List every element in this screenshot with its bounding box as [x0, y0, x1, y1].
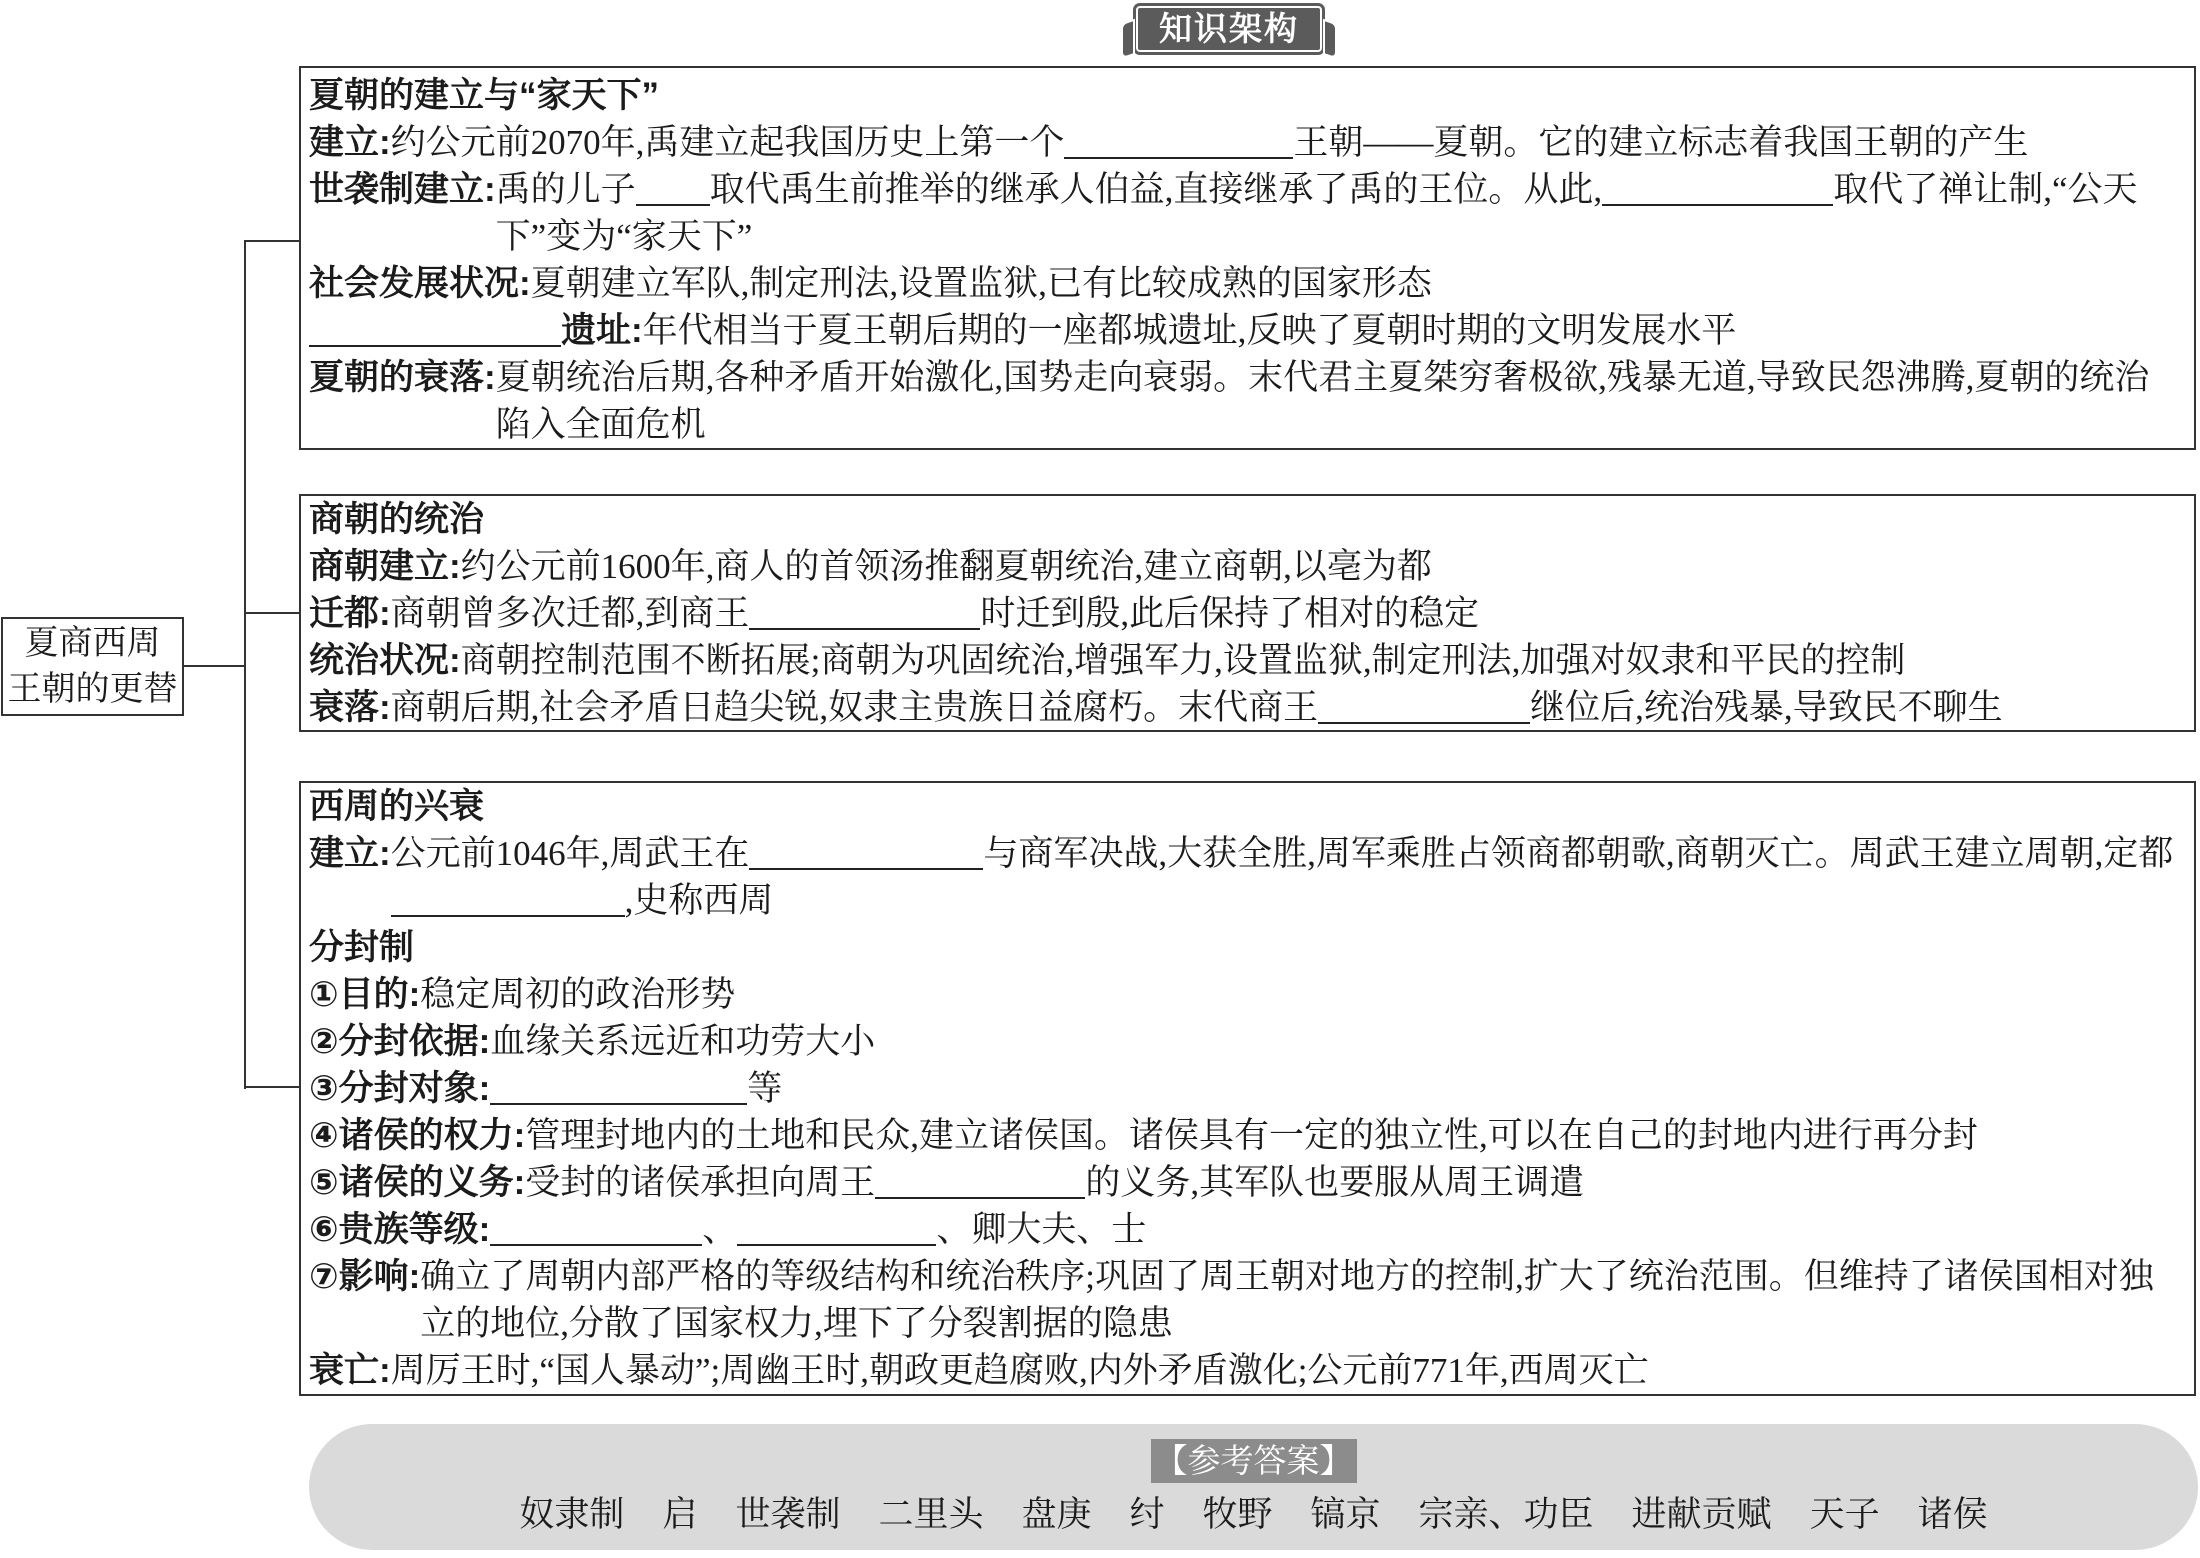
shang-rule-label: 统治状况: — [309, 641, 461, 680]
fenfeng-heading: 分封制 — [309, 928, 415, 967]
shang-decline-content — [391, 684, 2184, 731]
text-segment: 禹的儿子 — [495, 170, 636, 209]
fenfeng-ranks-content — [490, 1206, 2184, 1253]
answer-blank — [636, 174, 710, 206]
shang-box — [299, 494, 2196, 732]
zhou-fall — [309, 1347, 2184, 1394]
xia-box — [299, 66, 2196, 450]
answer-item: 世袭制 — [735, 1495, 841, 1534]
reference-answers-title: 【参考答案】 — [1151, 1439, 1357, 1483]
banner-title: 知识架构 — [1159, 10, 1299, 47]
text-segment: 继位后,统治残暴,导致民不聊生 — [1530, 688, 2003, 727]
xia-decline-content: 夏朝统治后期,各种矛盾开始激化,国势走向衰弱。末代君主夏桀穷奢极欲,残暴无道,导致民怨沸腾,夏朝的统治陷入全面危机 — [495, 358, 2150, 444]
answer-blank — [391, 885, 625, 917]
xia-society-label: 社会发展状况: — [309, 264, 531, 303]
xia-founding-label: 建立: — [309, 123, 391, 162]
fenfeng-ranks — [309, 1206, 2184, 1253]
banner-right-tab — [1323, 19, 1337, 60]
answer-blank — [309, 315, 561, 347]
xia-hereditary-label: 世袭制建立: — [309, 170, 496, 209]
answer-item: 二里头 — [878, 1495, 984, 1534]
connector-root — [184, 665, 246, 667]
section-banner — [1133, 3, 1325, 55]
answer-blank — [749, 838, 983, 870]
xia-site — [309, 307, 2184, 354]
text-segment: 与商军决战,大获全胜,周军乘胜占领商都朝歌,商朝灭亡。周武王建立周朝,定都 — [983, 834, 2174, 873]
text-segment: 商朝曾多次迁都,到商王 — [390, 594, 750, 633]
fenfeng-impact — [309, 1253, 2184, 1347]
answer-blank — [490, 1073, 747, 1105]
text-segment: 的义务,其军队也要服从周王调遣 — [1085, 1163, 1585, 1202]
answer-item: 启 — [662, 1495, 698, 1534]
answer-blank — [1318, 692, 1530, 724]
text-segment: 王朝——夏朝。它的建立标志着我国王朝的产生 — [1293, 123, 2029, 162]
answer-item: 牧野 — [1202, 1495, 1273, 1534]
answer-blank — [749, 598, 980, 630]
answer-item: 诸侯 — [1917, 1495, 1988, 1534]
shang-capital-content — [391, 590, 2184, 637]
fenfeng-duties-label: ⑤诸侯的义务: — [309, 1163, 526, 1202]
text-segment: 商朝后期,社会矛盾日趋尖锐,奴隶主贵族日益腐朽。末代商王 — [390, 688, 1319, 727]
answer-blank — [1602, 174, 1833, 206]
answer-blank — [875, 1167, 1085, 1199]
root-node-line2: 王朝的更替 — [7, 670, 178, 708]
shang-title: 商朝的统治 — [309, 500, 485, 539]
shang-founding — [309, 543, 2184, 590]
reference-answers-list — [309, 1492, 2198, 1538]
zhou-founding-label: 建立: — [309, 834, 391, 873]
connector-trunk — [244, 240, 246, 1089]
xia-decline-label: 夏朝的衰落: — [309, 358, 496, 397]
text-segment: 时迁到殷,此后保持了相对的稳定 — [980, 594, 1480, 633]
xia-site-label: 遗址: — [561, 311, 643, 350]
shang-capital — [309, 590, 2184, 637]
text-segment: 取代禹生前推举的继承人伯益,直接继承了禹的王位。从此, — [709, 170, 1603, 209]
xia-hereditary — [309, 166, 2184, 260]
fenfeng-basis — [309, 1018, 2184, 1065]
text-segment: 等 — [747, 1069, 783, 1108]
text-segment: 受封的诸侯承担向周王 — [525, 1163, 876, 1202]
shang-rule-content: 商朝控制范围不断拓展;商朝为巩固统治,增强军力,设置监狱,制定刑法,加强对奴隶和平民的控制 — [460, 641, 1906, 680]
fenfeng-targets-content — [490, 1065, 2184, 1112]
answer-blank — [1064, 127, 1293, 159]
shang-capital-label: 迁都: — [309, 594, 391, 633]
fenfeng-purpose — [309, 971, 2184, 1018]
shang-decline-label: 衰落: — [309, 688, 391, 727]
xia-site-label-group — [309, 307, 643, 354]
xia-site-content: 年代相当于夏王朝后期的一座都城遗址,反映了夏朝时期的文明发展水平 — [642, 311, 1737, 350]
answer-item: 奴隶制 — [519, 1495, 625, 1534]
fenfeng-purpose-label: ①目的: — [309, 975, 421, 1014]
xia-hereditary-content — [496, 166, 2184, 260]
fenfeng-targets-label: ③分封对象: — [309, 1069, 491, 1108]
answer-item: 镐京 — [1310, 1495, 1381, 1534]
xia-society — [309, 260, 2184, 307]
shang-rule — [309, 637, 2184, 684]
text-segment: 、 — [702, 1210, 738, 1249]
answer-item: 纣 — [1129, 1495, 1165, 1534]
xia-founding — [309, 119, 2184, 166]
fenfeng-impact-content: 确立了周朝内部严格的等级结构和统治秩序;巩固了周王朝对地方的控制,扩大了统治范围。但维持了诸侯国相对独立的地位,分散了国家权力,埋下了分裂割据的隐患 — [420, 1257, 2154, 1343]
banner-left-tab — [1121, 19, 1135, 60]
connector-shang — [244, 612, 300, 614]
answer-item: 宗亲、功臣 — [1418, 1495, 1594, 1534]
fenfeng-ranks-label: ⑥贵族等级: — [309, 1210, 491, 1249]
connector-zhou — [244, 1086, 300, 1088]
root-node — [1, 617, 184, 716]
xia-title: 夏朝的建立与“家天下” — [309, 76, 660, 115]
fenfeng-powers — [309, 1112, 2184, 1159]
zhou-title: 西周的兴衰 — [309, 787, 485, 826]
answer-item: 天子 — [1809, 1495, 1880, 1534]
fenfeng-purpose-content: 稳定周初的政治形势 — [420, 975, 736, 1014]
answer-blank — [737, 1214, 936, 1246]
answer-blank — [490, 1214, 702, 1246]
xia-society-content: 夏朝建立军队,制定刑法,设置监狱,已有比较成熟的国家形态 — [530, 264, 1432, 303]
fenfeng-powers-content: 管理封地内的土地和民众,建立诸侯国。诸侯具有一定的独立性,可以在自己的封地内进行再分封 — [525, 1116, 1978, 1155]
text-segment: ,史称西周 — [624, 881, 774, 920]
reference-answers-panel — [309, 1424, 2198, 1550]
zhou-founding-content — [391, 830, 2184, 924]
xia-founding-content — [391, 119, 2184, 166]
root-node-line1: 夏商西周 — [24, 624, 161, 662]
connector-xia — [244, 240, 300, 242]
fenfeng-targets — [309, 1065, 2184, 1112]
shang-founding-content: 约公元前1600年,商人的首领汤推翻夏朝统治,建立商朝,以亳为都 — [460, 547, 1432, 586]
zhou-founding — [309, 830, 2184, 924]
answer-item: 盘庚 — [1021, 1495, 1092, 1534]
fenfeng-basis-label: ②分封依据: — [309, 1022, 491, 1061]
text-segment: 、卿大夫、士 — [936, 1210, 1147, 1249]
zhou-box — [299, 781, 2196, 1396]
shang-founding-label: 商朝建立: — [309, 547, 461, 586]
fenfeng-powers-label: ④诸侯的权力: — [309, 1116, 526, 1155]
text-segment: 公元前1046年,周武王在 — [390, 834, 750, 873]
answer-item: 进献贡赋 — [1631, 1495, 1772, 1534]
text-segment: 约公元前2070年,禹建立起我国历史上第一个 — [390, 123, 1065, 162]
shang-decline — [309, 684, 2184, 731]
xia-decline — [309, 354, 2184, 448]
fenfeng-duties — [309, 1159, 2184, 1206]
zhou-fall-label: 衰亡: — [309, 1351, 391, 1390]
fenfeng-impact-label: ⑦影响: — [309, 1257, 421, 1296]
fenfeng-duties-content — [525, 1159, 2184, 1206]
fenfeng-basis-content: 血缘关系远近和功劳大小 — [490, 1022, 876, 1061]
zhou-fall-content: 周厉王时,“国人暴动”;周幽王时,朝政更趋腐败,内外矛盾激化;公元前771年,西周灭亡 — [390, 1351, 1649, 1390]
text-segment: 取代了禅让制,“公天下”变为“家天下” — [495, 170, 2138, 256]
